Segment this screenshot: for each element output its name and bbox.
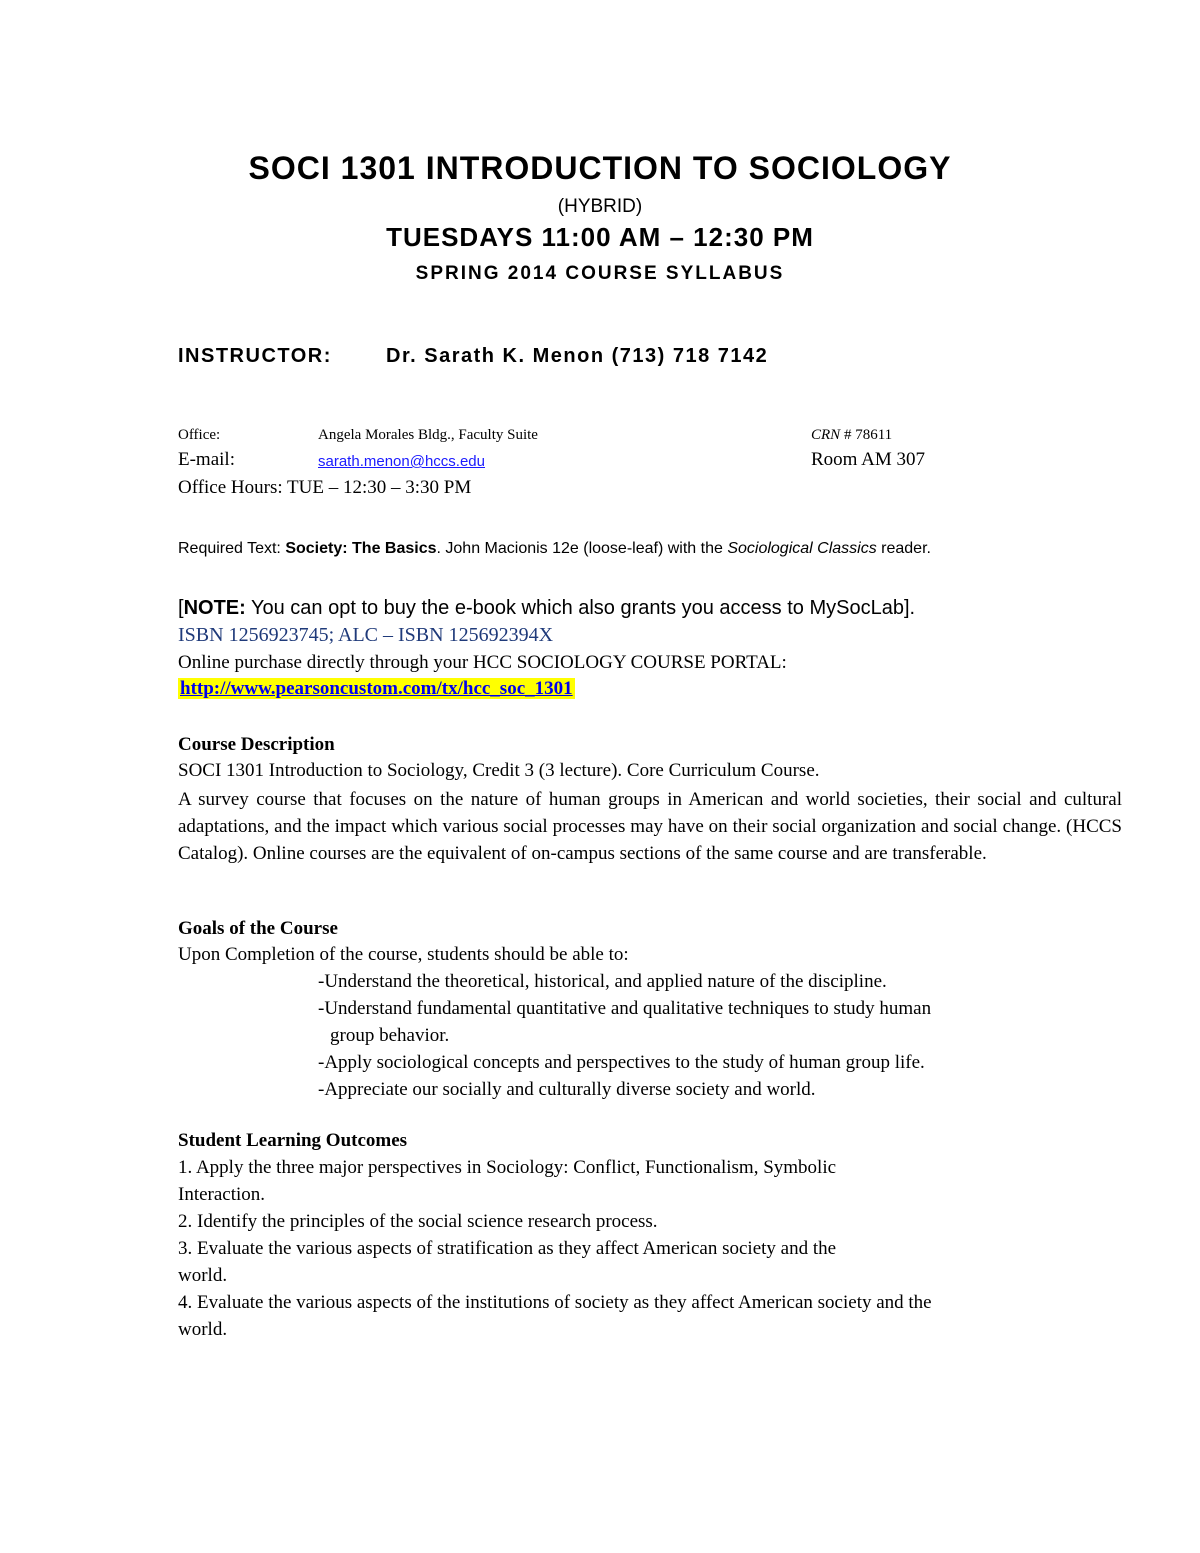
goals-intro: Upon Completion of the course, students should be able to: xyxy=(178,944,629,965)
instructor-label: INSTRUCTOR: xyxy=(178,345,332,367)
goal-item: -Apply sociological concepts and perspectives to the study of human group life. xyxy=(318,1052,925,1073)
goal-item: -Understand the theoretical, historical, and applied nature of the discipline. xyxy=(318,971,887,992)
syllabus-term: SPRING 2014 COURSE SYLLABUS xyxy=(415,263,785,284)
outcomes-heading: Student Learning Outcomes xyxy=(178,1130,408,1151)
required-text xyxy=(178,538,978,560)
crn-label: CRN xyxy=(811,427,841,443)
office-label: Office: xyxy=(178,427,221,443)
course-description-heading: Course Description xyxy=(178,734,335,755)
note-label: NOTE: xyxy=(183,597,246,619)
required-text-middle: . John Macionis 12e (loose-leaf) with the xyxy=(436,540,728,557)
required-text-suffix: reader. xyxy=(876,540,931,557)
course-description-line1: SOCI 1301 Introduction to Sociology, Credit 3 (3 lecture). Core Curriculum Course. xyxy=(178,760,820,781)
outcome-line: 1. Apply the three major perspectives in Sociology: Conflict, Functionalism, Symbolic xyxy=(178,1157,837,1178)
course-description-body: A survey course that focuses on the nature of human groups in American and world societies, their social and cultural adaptations, and the impact which various social processes may have on their social organization and social change. (HCCS Catalog). Online courses are the equivalent of on-campus sections of the same course and are transferable. xyxy=(178,789,1122,864)
goals-heading: Goals of the Course xyxy=(178,918,338,939)
goal-item: -Appreciate our socially and culturally diverse society and world. xyxy=(318,1079,816,1100)
purchase-line: Online purchase directly through your HCC SOCIOLOGY COURSE PORTAL: xyxy=(178,652,787,673)
course-title: SOCI 1301 INTRODUCTION TO SOCIOLOGY xyxy=(248,150,952,186)
office-value: Angela Morales Bldg., Faculty Suite xyxy=(318,427,538,443)
outcome-line: 2. Identify the principles of the social science research process. xyxy=(178,1211,658,1232)
outcome-line: world. xyxy=(178,1265,228,1286)
instructor-name-phone: Dr. Sarath K. Menon (713) 718 7142 xyxy=(386,345,769,367)
ebook-note xyxy=(178,597,915,620)
crn-value: # 78611 xyxy=(840,427,893,443)
outcome-line: 4. Evaluate the various aspects of the institutions of society as they affect American society and the xyxy=(178,1292,932,1313)
note-body: You can opt to buy the e-book which also grants you access to MySocLab]. xyxy=(245,597,916,619)
course-format: (HYBRID) xyxy=(557,196,643,217)
email-link[interactable]: sarath.menon@hccs.edu xyxy=(318,453,485,470)
goal-item-continued: group behavior. xyxy=(330,1025,450,1046)
crn xyxy=(811,427,892,444)
outcome-line: Interaction. xyxy=(178,1184,266,1205)
email-label: E-mail: xyxy=(178,449,235,470)
outcome-line: 3. Evaluate the various aspects of stratification as they affect American society and the xyxy=(178,1238,837,1259)
goal-item: -Understand fundamental quantitative and qualitative techniques to study human xyxy=(318,998,932,1019)
portal-link[interactable]: http://www.pearsoncustom.com/tx/hcc_soc_1301 xyxy=(180,678,573,699)
instructor-line xyxy=(178,345,768,368)
room: Room AM 307 xyxy=(811,449,926,470)
reader-title: Sociological Classics xyxy=(727,540,877,557)
book-title: Society: The Basics xyxy=(285,540,437,557)
portal-link-wrapper xyxy=(178,678,575,700)
course-schedule: TUESDAYS 11:00 AM – 12:30 PM xyxy=(386,222,814,252)
office-hours: Office Hours: TUE – 12:30 – 3:30 PM xyxy=(178,477,472,498)
isbn-line: ISBN 1256923745; ALC – ISBN 125692394X xyxy=(178,624,554,646)
required-text-prefix: Required Text: xyxy=(178,540,286,557)
note-open: [ xyxy=(178,597,184,619)
outcome-line: world. xyxy=(178,1319,228,1340)
